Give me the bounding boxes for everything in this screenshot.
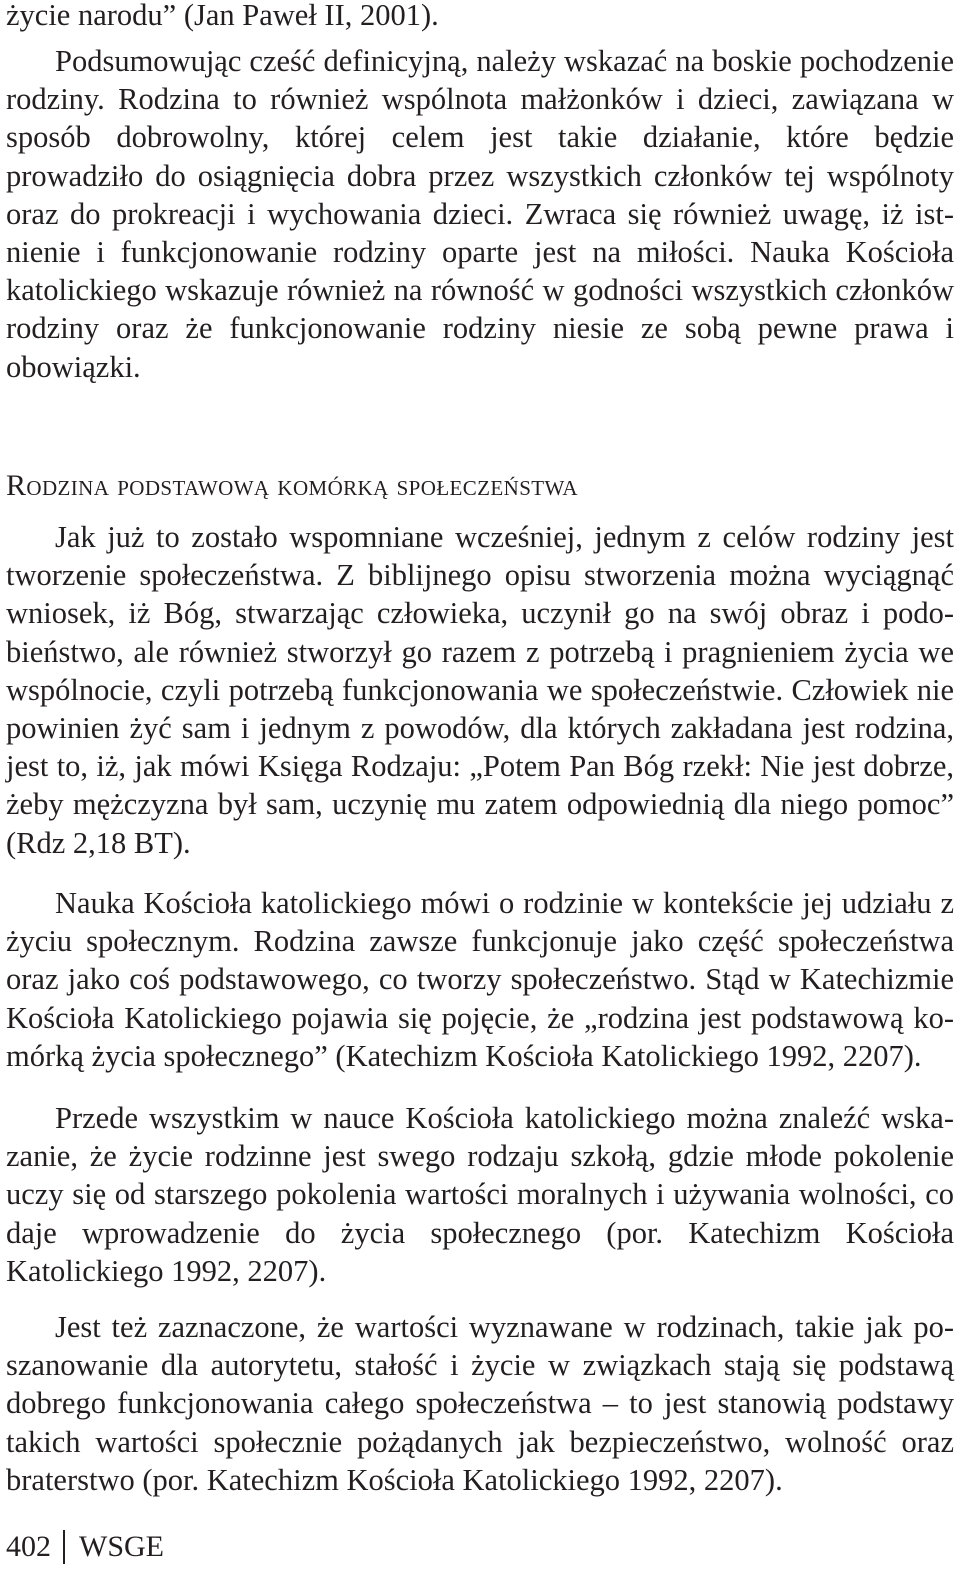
paragraph-social-life: Nauka Kościoła katolickiego mówi o rodzinie w kontekście jej udziału z życiu społecznym. Rodzina zawsze funkcjonuje jako część społeczeństwa oraz jako coś podstawowego, co tworzy społeczeństwo. Stąd w Katechizmie Kościoła Katolickiego pojawia się pojęcie, że „rodzina jest podstawową komórką życia społecznego” (Katechizm Kościoła Katolickiego 1992, 2207). xyxy=(6,886,954,1073)
paragraph-family-values: Jest też zaznaczone, że wartości wyznawane w rodzinach, takie jak poszanowanie dla autorytetu, stałość i życie w związkach stają się podstawą dobrego funkcjonowania całego społeczeństwa – to jest stanowią podstawy takich wartości społecznie pożądanych jak bezpieczeństwo, wolność oraz braterstwo (por. Katechizm Kościoła Katolickiego 1992, 2207). xyxy=(6,1310,954,1497)
paragraph-definition-summary: Podsumowując cześć definicyjną, należy wskazać na boskie pochodzenie rodziny. Rodzina to również wspólnota małżonków i dzieci, zawiązana w sposób dobrowolny, której celem jest takie działanie, które będzie prowadziło do osiągnięcia dobra przez wszystkich członków tej wspólnoty oraz do prokreacji i wychowania dzieci. Zwraca się również uwagę, iż istnienie i funkcjonowanie rodziny oparte jest na miłości. Nauka Kościoła katolickiego wskazuje również na równość w godności wszystkich członków rodziny oraz że funkcjonowanie rodziny niesie ze sobą pewne prawa i obowiązki. xyxy=(6,44,954,384)
document-page xyxy=(6,0,954,1570)
publisher-name: WSGE xyxy=(79,1530,164,1563)
page-number: 402 xyxy=(6,1530,51,1563)
paragraph-society-creation: Jak już to zostało wspomniane wcześniej, jednym z celów rodziny jest tworzenie społeczeństwa. Z biblijnego opisu stworzenia można wyciągnąć wniosek, iż Bóg, stwarzając człowieka, uczynił go na swój obraz i podobieństwo, ale również stworzył go razem z potrzebą i pragnieniem życia we wspólnocie, czyli potrzebą funkcjonowania we społeczeństwie. Człowiek nie powinien żyć sam i jednym z powodów, dla których zakładana jest rodzina, jest to, iż, jak mówi Księga Rodzaju: „Potem Pan Bóg rzekł: Nie jest dobrze, żeby mężczyzna był sam, uczynię mu zatem odpowiednią dla niego pomoc” (Rdz 2,18 BT). xyxy=(6,520,954,860)
section-heading: Rodzina podstawową komórką społeczeństwa xyxy=(6,469,578,502)
page-footer xyxy=(6,1528,164,1566)
paragraph-continuation: życie narodu” (Jan Paweł II, 2001). xyxy=(6,0,439,32)
footer-divider xyxy=(63,1530,65,1564)
paragraph-family-school: Przede wszystkim w nauce Kościoła katolickiego można znaleźć wskazanie, że życie rodzinne jest swego rodzaju szkołą, gdzie młode pokolenie uczy się od starszego pokolenia wartości moralnych i używania wolności, co daje wprowadzenie do życia społecznego (por. Katechizm Kościoła Katolickiego 1992, 2207). xyxy=(6,1101,954,1288)
